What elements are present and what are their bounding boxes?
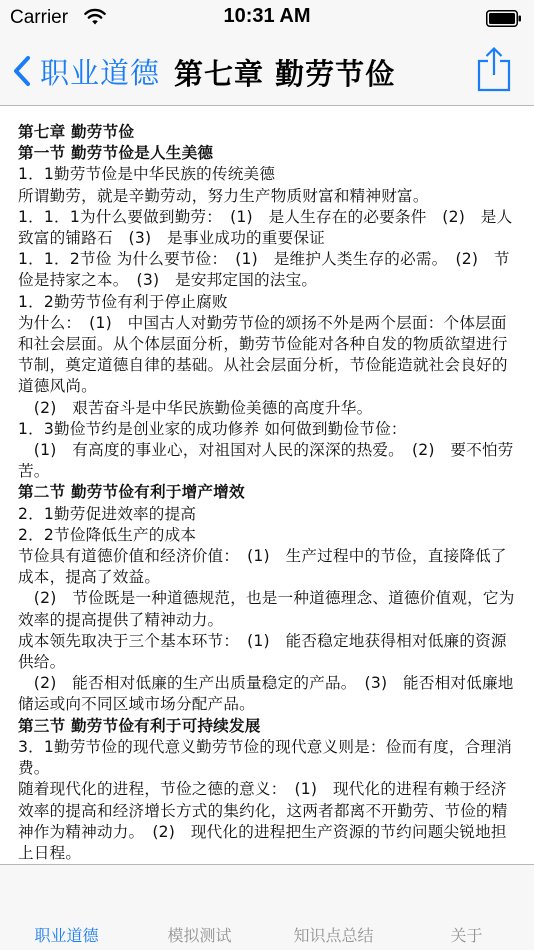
back-button[interactable] (12, 50, 160, 92)
clock-time: 10:31 AM (223, 5, 311, 27)
tab-professional-ethics[interactable] (0, 923, 133, 946)
text-paragraph: 成本领先取决于三个基本环节： (1) 能否稳定地获得相对低廉的资源供给。 (18, 631, 507, 672)
text-paragraph: 1．1．2节俭 为什么要节俭： (1) 是维护人类生存的必需。 (2) 节俭是持家之本。 (3) 是安邦定国的法宝。 (18, 250, 510, 290)
page-title: 第七章 勤劳节俭 (174, 57, 396, 91)
text-paragraph: 1．1勤劳节俭是中华民族的传统美德 (18, 165, 276, 184)
text-paragraph: 随着现代化的进程，节俭之德的意义： (1) 现代化的进程有赖于经济效率的提高和经济增长方式的集约化，这两者都离不开勤劳、节俭的精神作为精神动力。 (2) 现代化的进程把生产资源的节约问题尖锐地担上日程。 (18, 780, 508, 862)
tab-label: 关于 (450, 926, 483, 945)
tab-knowledge-summary[interactable] (267, 923, 400, 946)
section-heading: 第七章 勤劳节俭 (18, 123, 135, 141)
chapter-content[interactable] (0, 106, 534, 864)
tab-mock-test[interactable] (133, 923, 266, 946)
text-paragraph: 2．2节俭降低生产的成本 (18, 525, 197, 544)
tab-label: 模拟测试 (167, 926, 232, 945)
tab-bar (0, 864, 534, 950)
text-paragraph: (2) 艰苦奋斗是中华民族勤俭美德的高度升华。 (18, 398, 373, 417)
text-paragraph: 节俭具有道德价值和经济价值： (1) 生产过程中的节俭，直接降低了成本，提高了效益。 (18, 547, 507, 587)
battery-icon (486, 10, 522, 27)
text-paragraph: 3．1勤劳节俭的现代意义勤劳节俭的现代意义则是：俭而有度，合理消费。 (18, 737, 513, 778)
chapter-text (0, 106, 534, 864)
tab-label: 职业道德 (34, 926, 99, 945)
tab-label: 知识点总结 (293, 926, 374, 945)
section-heading: 第二节 勤劳节俭有利于增产增效 (18, 483, 245, 502)
text-paragraph: (2) 节俭既是一种道德规范，也是一种道德理念、道德价值观，它为效率的提高提供了精神动力。 (18, 589, 515, 629)
section-heading: 第三节 勤劳节俭有利于可持续发展 (18, 716, 261, 735)
tab-about[interactable] (400, 923, 533, 946)
section-heading: 第一节 勤劳节俭是人生美德 (18, 144, 214, 163)
text-paragraph: 1．1．1为什么要做到勤劳： (1) 是人生存在的必要条件 (2) 是人致富的铺路石 (3) 是事业成功的重要保证 (18, 207, 513, 248)
carrier-label: Carrier (10, 7, 69, 28)
text-paragraph: (1) 有高度的事业心，对祖国对人民的深深的热爱。 (2) 要不怕劳苦。 (18, 441, 514, 481)
status-bar (0, 0, 534, 36)
text-paragraph: 2．1勤劳促进效率的提高 (18, 504, 197, 523)
back-button-label: 职业道德 (40, 55, 161, 90)
text-paragraph: 1．2勤劳节俭有利于停止腐败 (18, 292, 228, 311)
text-paragraph: 所谓勤劳，就是辛勤劳动，努力生产物质财富和精神财富。 (18, 186, 429, 205)
text-paragraph: 1．3勤俭节约是创业家的成功修养 如何做到勤俭节俭： (18, 419, 407, 438)
text-paragraph: 为什么： (1) 中国古人对勤劳节俭的颂扬不外是两个层面：个体层面和社会层面。从个体层面分析，勤劳节俭能对各种自发的物质欲望进行节制，奠定道德自律的基础。从社会层面分析，节俭能造就社会良好的道德风尚。 (18, 313, 508, 396)
text-paragraph: (2) 能否相对低廉的生产出质量稳定的产品。 (3) 能否相对低廉地储运或向不同区域市场分配产品。 (18, 674, 514, 714)
chevron-left-icon (12, 55, 32, 87)
share-icon[interactable] (476, 46, 512, 92)
navigation-bar (0, 36, 534, 106)
